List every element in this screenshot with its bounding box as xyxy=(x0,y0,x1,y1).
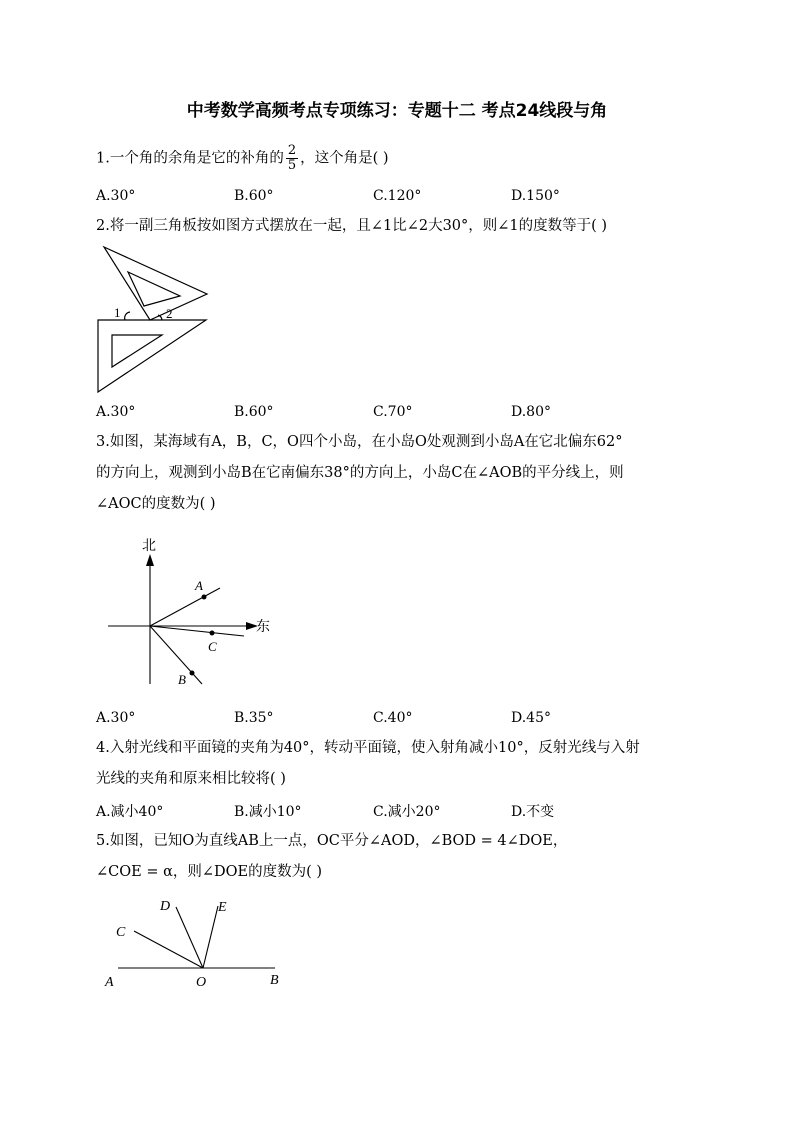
q2-option-a: A.30° xyxy=(96,404,136,420)
fraction-denominator: 5 xyxy=(287,158,297,173)
q3-option-d: D.45° xyxy=(511,710,551,726)
page-title: 中考数学高频考点专项练习：专题十二 考点24线段与角 xyxy=(186,101,608,121)
question-5-line-2: ∠COE = α，则∠DOE的度数为( ) xyxy=(96,864,323,880)
upper-triangle-inner xyxy=(128,272,180,306)
angle-1-label: 1 xyxy=(114,305,121,320)
ray-oc xyxy=(134,931,203,968)
question-1-stem xyxy=(96,144,389,173)
fraction-numerator: 2 xyxy=(287,143,297,158)
question-3-line-2: 的方向上，观测到小岛B在它南偏东38°的方向上，小岛C在∠AOB的平分线上，则 xyxy=(96,465,624,481)
point-a xyxy=(202,595,207,600)
north-label: 北 xyxy=(142,539,156,554)
ray-oe xyxy=(203,906,218,968)
question-1-prefix: 1.一个角的余角是它的补角的 xyxy=(96,150,284,167)
triangle-rulers-figure xyxy=(92,242,214,398)
question-3-line-3: ∠AOC的度数为( ) xyxy=(96,496,216,512)
lower-triangle-inner xyxy=(112,335,162,367)
q4-option-b: B.减小10° xyxy=(234,804,302,820)
q1-option-d: D.150° xyxy=(511,188,560,204)
point-c xyxy=(210,631,215,636)
q3-option-a: A.30° xyxy=(96,710,136,726)
north-arrow-head xyxy=(146,554,154,566)
label-e: E xyxy=(218,900,227,915)
east-label: 东 xyxy=(256,620,270,635)
ray-od xyxy=(176,907,203,968)
q2-option-d: D.80° xyxy=(511,404,551,420)
island-bearing-figure xyxy=(100,534,280,694)
label-a: A xyxy=(105,975,114,990)
angle-2-label: 2 xyxy=(166,306,173,321)
question-1-suffix: ，这个角是( ) xyxy=(300,150,389,167)
q2-option-b: B.60° xyxy=(234,404,274,420)
q3-option-c: C.40° xyxy=(373,710,413,726)
angle-figure xyxy=(100,892,300,992)
label-a: A xyxy=(195,578,203,593)
angle-1-arc xyxy=(125,312,130,320)
q2-option-c: C.70° xyxy=(373,404,413,420)
label-o: O xyxy=(196,975,207,990)
q1-option-a: A.30° xyxy=(96,188,136,204)
q1-option-b: B.60° xyxy=(234,188,274,204)
ray-ob xyxy=(150,626,202,684)
label-c: C xyxy=(116,925,126,940)
q1-option-c: C.120° xyxy=(373,188,422,204)
angle-2-arc xyxy=(158,315,162,320)
label-d: D xyxy=(160,899,171,914)
question-4-line-1: 4.入射光线和平面镜的夹角为40°，转动平面镜，使入射角减小10°，反射光线与入射 xyxy=(96,740,640,756)
point-b xyxy=(190,671,195,676)
question-4-line-2: 光线的夹角和原来相比较将( ) xyxy=(96,771,286,787)
lower-triangle-outer xyxy=(98,320,206,392)
q3-option-b: B.35° xyxy=(234,710,274,726)
ray-oa xyxy=(150,588,220,626)
q4-option-c: C.减小20° xyxy=(373,804,441,820)
question-5-line-1: 5.如图，已知O为直线AB上一点，OC平分∠AOD，∠BOD = 4∠DOE， xyxy=(96,833,568,849)
question-3-line-1: 3.如图，某海域有A，B，C，O四个小岛，在小岛O处观测到小岛A在它北偏东62° xyxy=(96,434,623,450)
label-c: C xyxy=(208,639,217,654)
q4-option-a: A.减小40° xyxy=(96,804,164,820)
label-b: B xyxy=(178,672,186,687)
q4-option-d: D.不变 xyxy=(511,804,555,820)
fraction xyxy=(286,144,298,173)
label-b: B xyxy=(270,973,279,988)
ray-oc xyxy=(150,626,244,636)
question-2-stem: 2.将一副三角板按如图方式摆放在一起，且∠1比∠2大30°，则∠1的度数等于( ) xyxy=(96,218,608,234)
